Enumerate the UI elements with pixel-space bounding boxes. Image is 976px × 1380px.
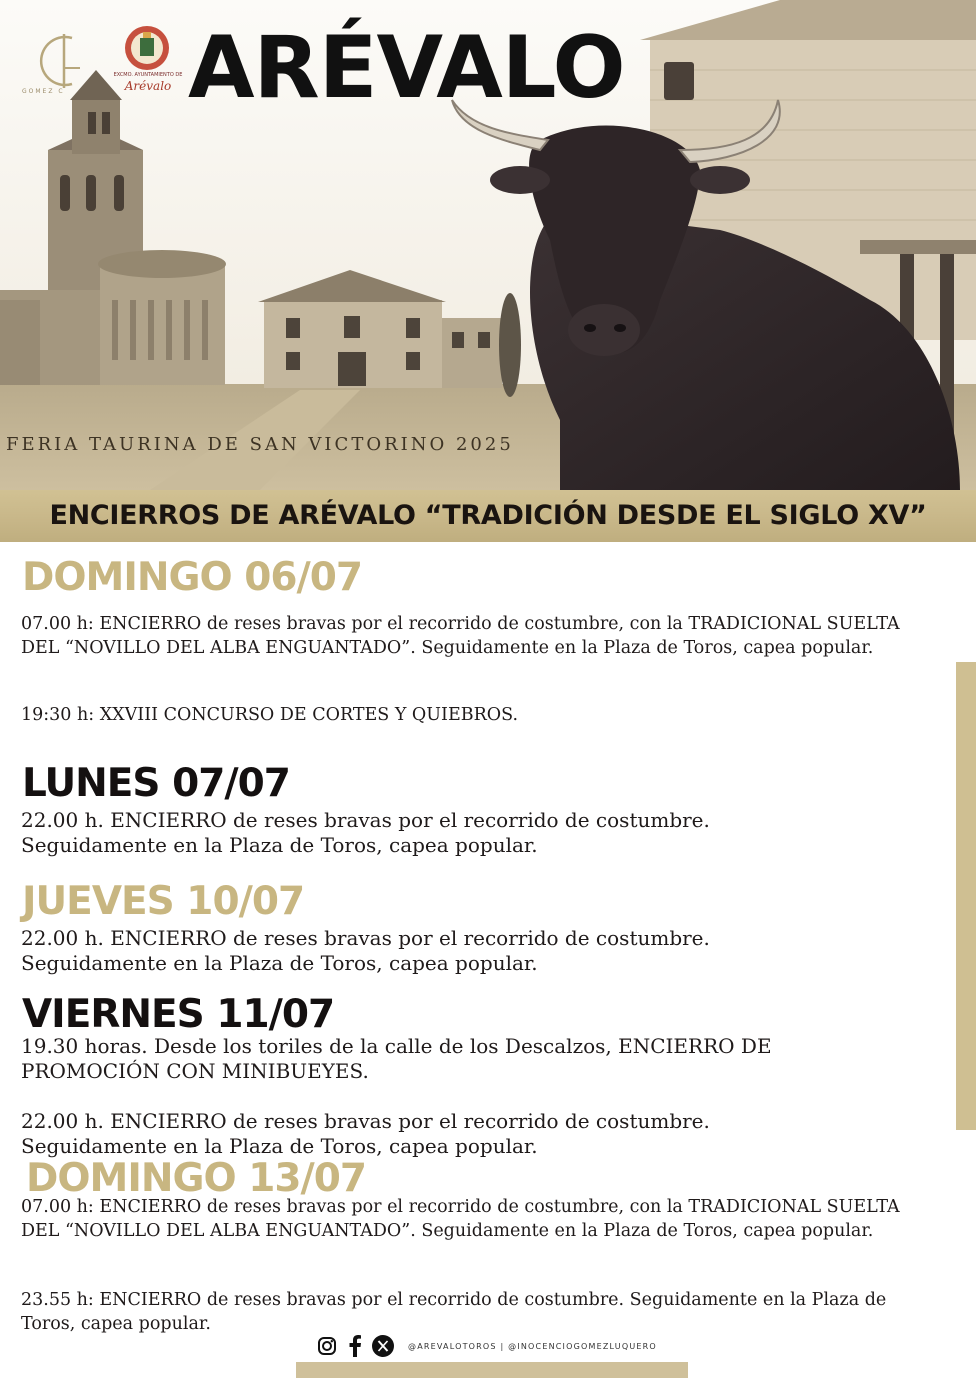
logo-left-text: GOMEZ C (22, 88, 65, 95)
page-title: ARÉVALO (188, 18, 625, 118)
x-icon[interactable] (372, 1335, 394, 1357)
gomez-logo-icon (28, 26, 98, 96)
decorative-side-bar (956, 662, 976, 1130)
social-links (316, 1334, 657, 1358)
event-text: 19:30 h: XXVIII CONCURSO DE CORTES Y QUIEBROS. (21, 705, 519, 725)
logo-right-name: Arévalo (124, 79, 172, 93)
feria-subtitle: FERIA TAURINA DE SAN VICTORINO 2025 (6, 434, 514, 455)
day-heading: VIERNES 11/07 (22, 992, 335, 1037)
headline-banner (0, 490, 976, 542)
facebook-icon[interactable] (344, 1335, 366, 1357)
day-heading: JUEVES 10/07 (22, 879, 305, 924)
instagram-icon[interactable] (316, 1335, 338, 1357)
event-text: 07.00 h: ENCIERRO de reses bravas por el recorrido de costumbre, con la TRADICIONAL SUELTA DEL “NOVILLO DEL ALBA ENGUANTADO”. Seguidamente en la Plaza de Toros, capea popular. (21, 614, 900, 658)
event-text: 22.00 h. ENCIERRO de reses bravas por el recorrido de costumbre. Seguidamente en la Plaza de Toros, capea popular. (21, 808, 710, 857)
event-text: 22.00 h. ENCIERRO de reses bravas por el recorrido de costumbre. Seguidamente en la Plaza de Toros, capea popular. (21, 926, 710, 975)
event-text: 19.30 horas. Desde los toriles de la calle de los Descalzos, ENCIERRO DE PROMOCIÓN CON MINIBUEYES. (21, 1034, 772, 1083)
hero-image (0, 0, 976, 490)
event-text: 22.00 h. ENCIERRO de reses bravas por el recorrido de costumbre. Seguidamente en la Plaza de Toros, capea popular. (21, 1109, 710, 1158)
day-heading: DOMINGO 13/07 (26, 1156, 367, 1201)
social-handles[interactable]: @AREVALOTOROS | @INOCENCIOGOMEZLUQUERO (408, 1341, 657, 1351)
day-heading: LUNES 07/07 (22, 761, 290, 806)
event-text: 07.00 h: ENCIERRO de reses bravas por el recorrido de costumbre, con la TRADICIONAL SUELTA DEL “NOVILLO DEL ALBA ENGUANTADO”. Seguidamente en la Plaza de Toros, capea popular. (21, 1197, 900, 1241)
banner-text: ENCIERROS DE ARÉVALO “TRADICIÓN DESDE EL SIGLO XV” (49, 500, 927, 531)
logo-right-small: EXCMO. AYUNTAMIENTO DE (113, 72, 183, 78)
event-text: 23.55 h: ENCIERRO de reses bravas por el recorrido de costumbre. Seguidamente en la Plaza de Toros, capea popular. (21, 1290, 887, 1334)
day-heading: DOMINGO 06/07 (22, 555, 363, 600)
footer-bar (296, 1362, 688, 1378)
